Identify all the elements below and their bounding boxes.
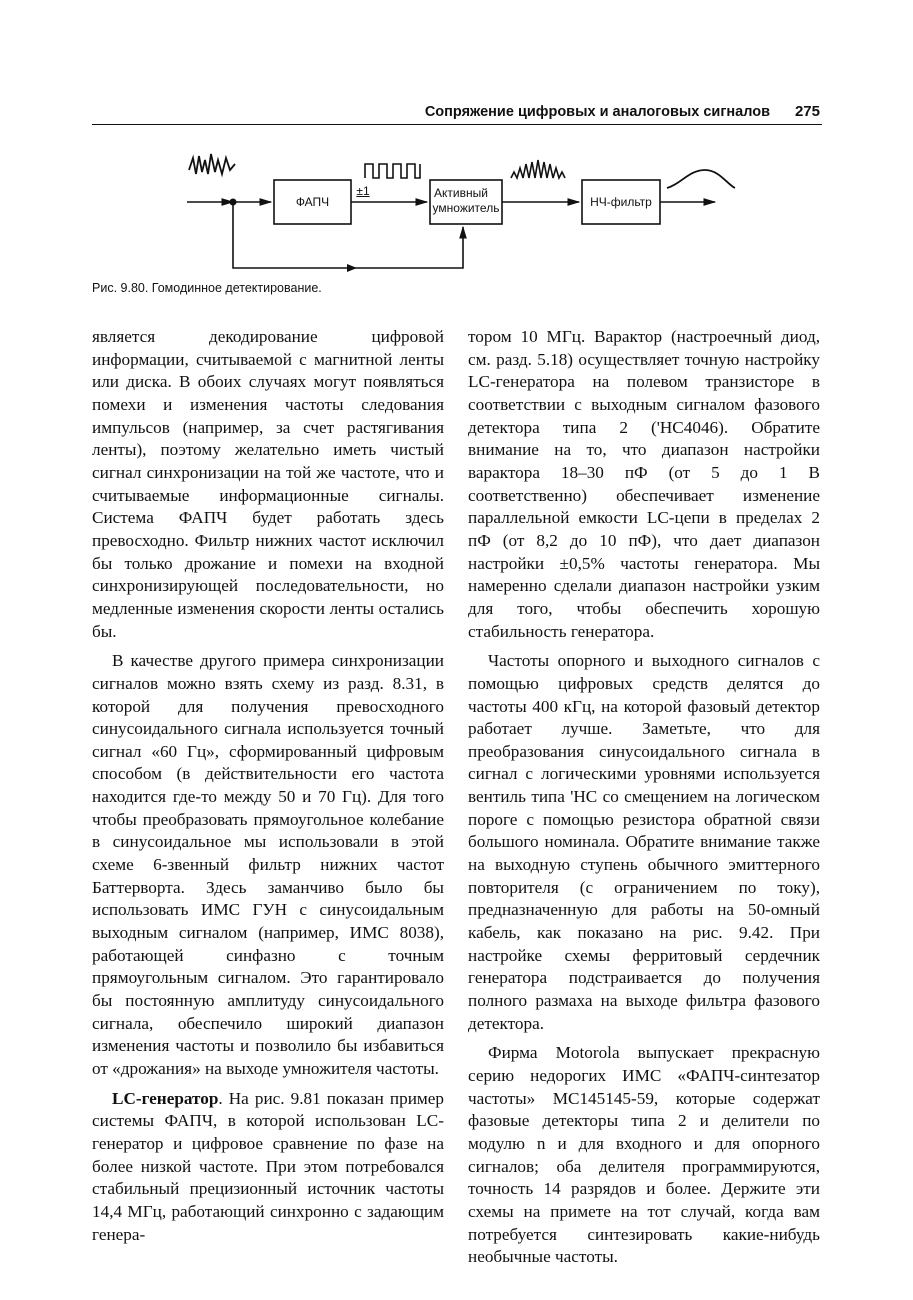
bypass-line	[233, 202, 463, 268]
header-title: Сопряжение цифровых и аналоговых сигналов	[424, 104, 770, 120]
right-paragraph-3: Фирма Motorola выпускает прекрасную серию недорогих ИМС «ФАПЧ-синтезатор частоты» MC145145-59, которые содержат фазовые детекторы типа 2 и делители по модулю n и для входного и для опорного сигналов; оба делителя программируются, точность 14 разрядов и более. Держите эти схемы на примете на тот случай, когда вам потребуется синтезировать какие-нибудь необычные частоты.	[468, 1043, 820, 1267]
left-paragraph-3	[92, 1088, 444, 1247]
pll-label: ФАПЧ	[295, 195, 330, 209]
left-column	[92, 326, 444, 1253]
figure-block-diagram	[175, 150, 755, 278]
output-waveform	[667, 170, 735, 188]
right-paragraph-1: тором 10 МГц. Варактор (настроечный диод, см. разд. 5.18) осуществляет точную настройку LC-генератора на полевом транзисторе в соответствии с выходным сигналом фазового детектора типа 2 ('HC4046). Обратите внимание на то, что диапазон настройки варактора 18–30 пФ (от 5 до 1 В соответственно) обеспечивает изменение параллельной емкости LC-цепи в пределах 2 пФ (от 8,2 до 10 пФ), что дает диапазон настройки ±0,5% частоты генератора. Мы намеренно сделали диапазон настройки узким для того, чтобы обеспечить хорошую стабильность генератора.	[468, 327, 820, 641]
square-wave	[365, 164, 420, 178]
right-paragraph-2: Частоты опорного и выходного сигналов с помощью цифровых средств делятся до частоты 400 кГц, на которой фазовый детектор работает лучше. Заметьте, что для преобразования синусоидального сигнала в сигнал с логическими уровнями используется вентиль типа 'HC со смещением на логическом пороге с помощью резистора обратной связи большого номинала. Обратите внимание также на выходную ступень обычного эмиттерного повторителя (с ограничением по току), предназначенную для работы на 50-омный кабель, как показано на рис. 9.42. При настройке схемы ферритовый сердечник генератора подстраивается до получения полного размаха на выходе фильтра фазового детектора.	[468, 651, 820, 1033]
multiplied-waveform	[511, 160, 565, 178]
running-header	[92, 102, 822, 125]
divide-label: ±1	[356, 184, 370, 198]
lpf-label: НЧ-фильтр	[590, 195, 652, 209]
lc-generator-heading: LC-генератор	[112, 1088, 219, 1108]
left-paragraph-3-text: . На рис. 9.81 показан пример системы ФАПЧ, в которой использован LC-генератор и цифровое сравнение по фазе на более низкой частоте. При этом потребовался стабильный прецизионный источник частоты 14,4 МГц, работающий синхронно с задающим генера-	[92, 1088, 444, 1244]
left-paragraph-1: является декодирование цифровой информации, считываемой с магнитной ленты или диска. В обоих случаях могут появляться помехи и изменения частоты следования импульсов (например, за счет растягивания ленты), поэтому желательно иметь чистый сигнал синхронизации на той же частоте, что и считываемые информационные сигналы. Система ФАПЧ будет работать здесь превосходно. Фильтр нижних частот исключил бы только дрожание и помехи на входной синхронизирующей последовательности, но медленные изменения скорости ленты остались бы.	[92, 327, 444, 641]
left-paragraph-2: В качестве другого примера синхронизации сигналов можно взять схему из разд. 8.31, в которой для получения превосходного синусоидального сигнала используется точный сигнал «60 Гц», сформированный цифровым способом (в действительности его частота находится где-то между 50 и 70 Гц). Для того чтобы преобразовать прямоугольное колебание в синусоидальное мы использовали в этой схеме 6-звенный фильтр нижних частот Баттерворта. Здесь заманчиво было бы использовать ИМС ГУН с синусоидальным выходным сигналом (например, ИМС 8038), работающей синфазно с точным прямоугольным сигналом. Это гарантировало бы постоянную амплитуду синусоидального сигнала, обеспечило широкий диапазон изменения частоты и позволило бы избавиться от «дрожания» на выходе умножителя частоты.	[92, 651, 444, 1078]
right-column	[468, 326, 820, 1276]
multiplier-label-2: умножитель	[432, 201, 500, 215]
bypass-arrowhead	[347, 264, 357, 272]
figure-caption: Рис. 9.80. Гомодинное детектирование.	[92, 281, 322, 295]
page-number: 275	[794, 103, 820, 120]
input-signal-waveform	[189, 154, 235, 174]
multiplier-label-1: Активный	[434, 186, 488, 200]
